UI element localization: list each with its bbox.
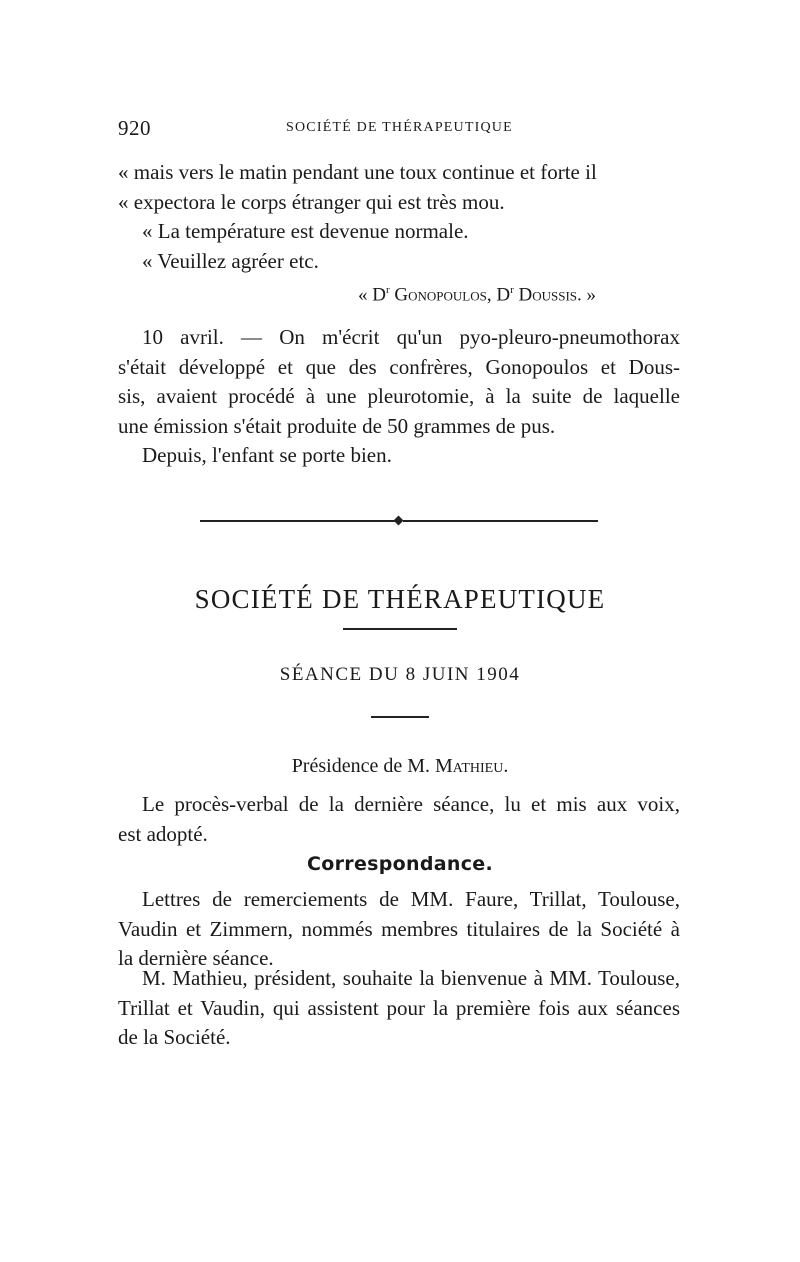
correspondance-line: Vaudin et Zimmern, nommés membres titulaires de la Société à [118, 916, 680, 941]
correspondance-line: Trillat et Vaudin, qui assistent pour la première fois aux séances [118, 995, 680, 1020]
update-line: s'était développé et que des confrères, Gonopoulos et Dous- [118, 354, 680, 379]
section-title: SOCIÉTÉ DE THÉRAPEUTIQUE [194, 584, 606, 614]
seance-heading: SÉANCE DU 8 JUIN 1904 [279, 664, 521, 685]
proces-verbal-line: est adopté. [118, 821, 208, 846]
update-line: une émission s'était produite de 50 grammes de pus. [118, 413, 556, 438]
letter-line: « mais vers le matin pendant une toux continue et forte il [118, 160, 597, 184]
presidence-line: Présidence de M. Mathieu. [291, 755, 509, 777]
proces-verbal-paragraph [118, 790, 680, 849]
correspondance-paragraph-2 [118, 964, 680, 1053]
correspondance-paragraph-1 [118, 885, 680, 974]
diamond-ornament [394, 516, 404, 526]
running-head [118, 116, 680, 142]
letter-line: « Veuillez agréer etc. [142, 248, 319, 273]
correspondance-line: Lettres de remerciements de MM. Faure, Trillat, Toulouse, [142, 887, 680, 911]
update-paragraph [118, 323, 680, 471]
update-line: Depuis, l'enfant se porte bien. [142, 443, 392, 467]
correspondance-line: la dernière séance. [118, 946, 274, 970]
letter-line: « La température est devenue normale. [142, 219, 469, 243]
running-title: SOCIÉTÉ DE THÉRAPEUTIQUE [286, 120, 513, 135]
ornamental-divider [200, 517, 598, 525]
letter-signature: « $D^r$ Gonopoulos, $D^r$ Doussis. » [358, 284, 597, 306]
title-rule [343, 628, 457, 630]
update-line: sis, avaient procédé à une pleurotomie, à la suite de laquelle [118, 384, 680, 408]
proces-verbal-line: Le procès-verbal de la dernière séance, lu et mis aux voix, [142, 792, 680, 816]
correspondance-line: de la Société. [118, 1025, 231, 1049]
seance-rule [371, 716, 429, 718]
letter-excerpt [118, 158, 680, 310]
correspondance-line: M. Mathieu, président, souhaite la bienvenue à MM. Toulouse, [142, 966, 680, 990]
update-line: 10 avril. — On m'écrit qu'un pyo-pleuro-pneumothorax [142, 325, 680, 349]
letter-line: « expectora le corps étranger qui est très mou. [118, 189, 505, 214]
page-number: 920 [118, 116, 151, 140]
correspondance-heading: Correspondance. [307, 853, 493, 875]
